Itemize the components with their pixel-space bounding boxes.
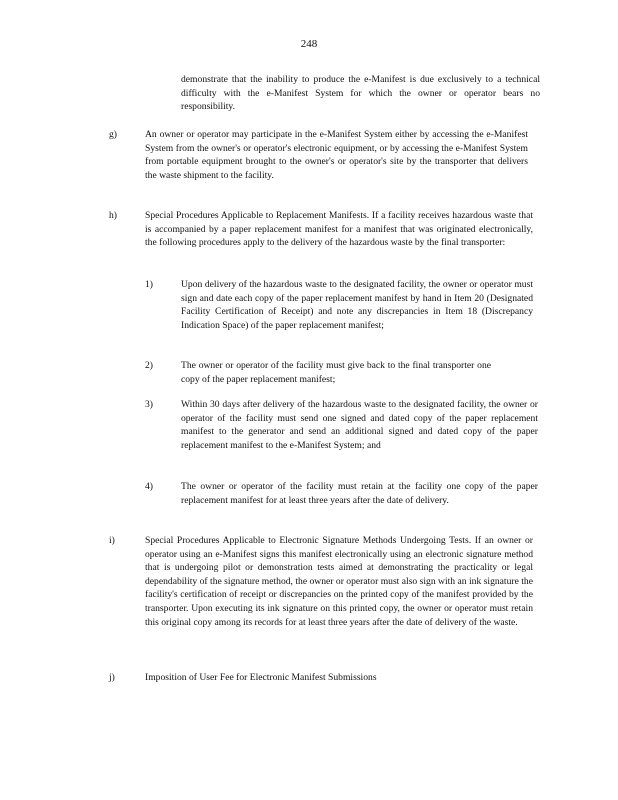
continuation-paragraph [181, 73, 540, 114]
item-1-text: Upon delivery of the hazardous waste to the designated facility, the owner or operator must sign and date each copy of the paper replacement manifest by hand in Item 20 (Designated Facility Certification of Receipt) and note any discrepancies in Item 18 (Discrepancy Indication Space) of the paper replacement manifest; [181, 279, 533, 331]
section-j-label: j) [109, 672, 115, 683]
item-2-label: 2) [145, 360, 153, 371]
item-3-paragraph [181, 398, 538, 452]
continuation-text: demonstrate that the inability to produce the e-Manifest is due exclusively to a technical difficulty with the e-Manifest System for which the owner or operator bears no responsibility. [181, 74, 540, 113]
item-2-paragraph [181, 359, 491, 386]
item-2-text: The owner or operator of the facility must give back to the final transporter one copy of the paper replacement manifest; [181, 360, 491, 385]
item-4-text: The owner or operator of the facility must retain at the facility one copy of the paper replacement manifest for at least three years after the date of delivery. [181, 481, 538, 506]
item-1-paragraph [181, 278, 533, 332]
section-g-paragraph [145, 128, 528, 182]
item-1-label: 1) [145, 279, 153, 290]
section-i-text: Special Procedures Applicable to Electronic Signature Methods Undergoing Tests. If an owner or operator using an e-Manifest signs this manifest electronically using an electronic signature method that is undergoing pilot or demonstration tests aimed at demonstrating the practicality or legal dependability of the signature method, the owner or operator must also sign with an ink signature the facility's certification of receipt or discrepancies on the printed copy of the manifest provided by the transporter. Upon executing its ink signature on this printed copy, the owner or operator must retain this original copy among its records for at least three years after the date of delivery of the waste. [145, 535, 533, 628]
section-j-text: Imposition of User Fee for Electronic Manifest Submissions [145, 672, 377, 683]
section-i-paragraph [145, 534, 533, 629]
section-g-label: g) [109, 129, 117, 140]
section-i-label: i) [109, 535, 115, 546]
item-4-paragraph [181, 480, 538, 507]
section-h-label: h) [109, 210, 117, 221]
page-number: 248 [300, 38, 318, 50]
item-3-label: 3) [145, 399, 153, 410]
section-g-text: An owner or operator may participate in the e-Manifest System either by accessing the e-Manifest System from the owner's or operator's electronic equipment, or by accessing the e-Manifest System from portable equipment brought to the owner's or operator's site by the transporter that delivers the waste shipment to the facility. [145, 129, 528, 181]
item-3-text: Within 30 days after delivery of the hazardous waste to the designated facility, the owner or operator of the facility must send one signed and dated copy of the paper replacement manifest to the generator and send an additional signed and dated copy of the paper replacement manifest to the e-Manifest System; and [181, 399, 538, 451]
section-j-paragraph [145, 671, 533, 685]
section-h-text: Special Procedures Applicable to Replacement Manifests. If a facility receives hazardous waste that is accompanied by a paper replacement manifest for a manifest that was originated electronically, the following procedures apply to the delivery of the hazardous waste by the final transporter: [145, 210, 533, 249]
item-4-label: 4) [145, 481, 153, 492]
section-h-paragraph [145, 209, 533, 250]
